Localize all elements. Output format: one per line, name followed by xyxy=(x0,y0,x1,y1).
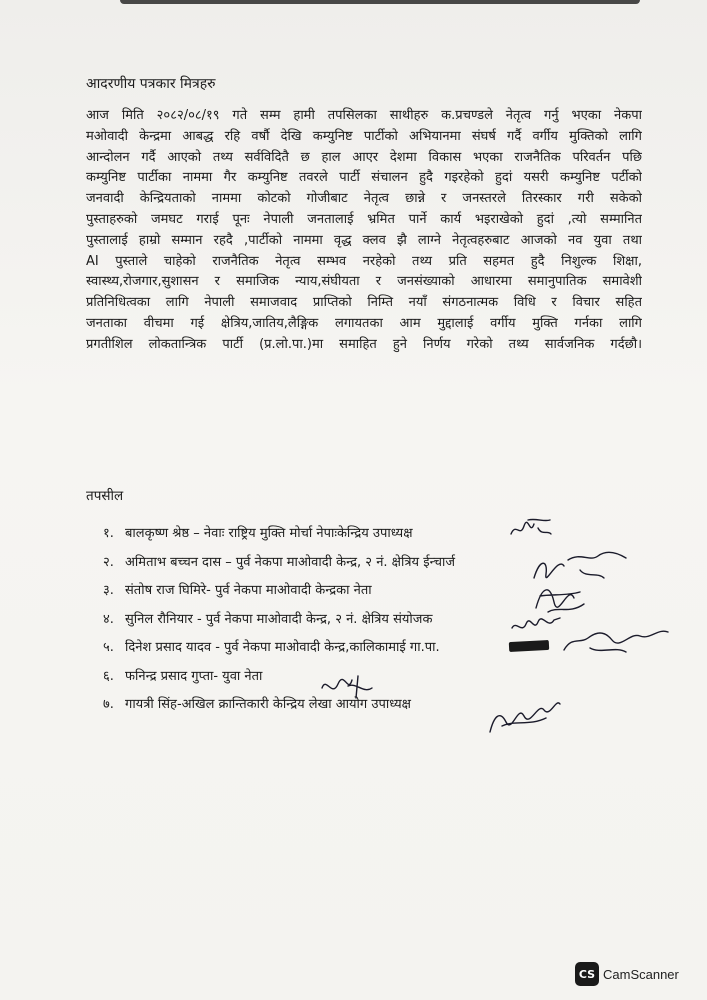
entry-number: ३. xyxy=(103,583,114,599)
entry-number: ४. xyxy=(103,611,114,627)
entry-number: २. xyxy=(103,554,114,570)
camscanner-logo-icon: CS xyxy=(575,962,599,986)
body-line: पुस्ताहरुको जमघट गराई पूनः नेपाली जनतालाई भ्रमित पार्ने कार्य भइराखेको हुदां ,त्यो सम्मानित xyxy=(86,211,642,227)
signature-4 xyxy=(508,614,564,638)
signature-1 xyxy=(508,516,554,542)
body-line: आन्दोलन गर्दै आएको तथ्य सर्वविदितै छ हाल आएर देशमा विकास भएका राजनैतिक परिवर्तन पछि xyxy=(86,149,642,165)
body-line: पुस्तालाई हाम्रो सम्मान रहदै ,पार्टीको नाममा वृद्ध क्लव झै लाग्ने नेतृत्वहरुबाट आजको नव युवा तथा xyxy=(86,232,642,248)
body-line: आज मिति २०८२/०८/१९ गते सम्म हामी तपसिलका साथीहरु क.प्रचण्डले नेतृत्व गर्नु भएका नेकपा xyxy=(86,108,642,123)
tapasil-heading: तपसील xyxy=(86,488,124,504)
entry-number: १. xyxy=(103,526,114,542)
signatory-entry xyxy=(103,575,455,604)
signature-5 xyxy=(560,624,672,660)
scan-edge-shadow xyxy=(120,0,640,4)
body-line: जनवादी केन्द्रियताको नाममा कोटको गोजीबाट नेतृत्व छान्ने र जनस्तरले तिरस्कार गरी सकेको xyxy=(86,191,642,207)
signatory-entry xyxy=(103,632,455,661)
signatory-entry xyxy=(103,547,455,576)
entry-text: फनिन्द्र प्रसाद गुप्ता- युवा नेता xyxy=(125,668,263,684)
entry-text: सुनिल रौनियार - पुर्व नेकपा माओवादी केन्द्र, २ नं. क्षेत्रिय संयोजक xyxy=(125,611,433,627)
camscanner-watermark xyxy=(575,962,679,986)
signatory-list xyxy=(103,518,455,718)
body-line: स्वास्थ्य,रोजगार,सुशासन र समाजिक न्याय,संघीयता र जनसंख्याको आधारमा समानुपातिक समावेशी xyxy=(86,274,642,290)
entry-number: ५. xyxy=(103,640,114,656)
body-line: प्रतिनिधित्वका लागि नेपाली समाजवाद प्राप्तिको निम्ति नयाँ संगठनात्मक विधि र विचार सहित xyxy=(86,295,642,311)
signature-6 xyxy=(318,672,378,702)
entry-text: अमिताभ बच्चन दास – पुर्व नेकपा माओवादी केन्द्र, २ नं. क्षेत्रिय ईन्चार्ज xyxy=(125,554,455,570)
signature-7 xyxy=(484,696,564,738)
entry-text: संतोष राज घिमिरे- पुर्व नेकपा माओवादी केन्द्रका नेता xyxy=(125,583,372,599)
body-line: AI पुस्ताले चाहेको राजनैतिक नेतृत्व सम्भव नरहेको तथ्य प्रति सहमत हुदै निशुल्क शिक्षा, xyxy=(86,253,642,269)
body-line: जनताका वीचमा गई क्षेत्रिय,जातिय,लैङ्गिक लगायतका आम मुद्दालाई वर्गीय मुक्ति गर्नका लागि xyxy=(86,315,642,331)
entry-number: ७. xyxy=(103,697,114,713)
letter-body xyxy=(86,106,642,356)
body-line: मओवादी केन्द्रमा आबद्ध रहि वर्षौ देखि कम्युनिष्ट पार्टीको अभियानमा संघर्ष गर्दै वर्गीय मुक्तिको लागि xyxy=(86,128,642,144)
camscanner-name: CamScanner xyxy=(603,966,679,982)
entry-number: ६. xyxy=(103,668,114,684)
signatory-entry xyxy=(103,689,455,718)
redaction-mark xyxy=(509,640,549,652)
body-line: कम्युनिष्ट पार्टीका नाममा गैर कम्युनिष्ट तवरले पार्टी संचालन हुदै गइरहेको हुदां यसरी कम्युनिष्ट पर्टीको xyxy=(86,170,642,186)
entry-text: बालकृष्ण श्रेष्ठ – नेवाः राष्ट्रिय मुक्ति मोर्चा नेपाःकेन्द्रिय उपाध्यक्ष xyxy=(125,526,413,542)
signatory-entry xyxy=(103,661,455,690)
entry-text: दिनेश प्रसाद यादव - पुर्व नेकपा माओवादी केन्द्र,कालिकामाई गा.पा. xyxy=(125,640,440,656)
signatory-entry xyxy=(103,604,455,633)
body-line: प्रगतीशिल लोकतान्त्रिक पार्टी (प्र.लो.पा.)मा समाहित हुने निर्णय गरेको तथ्य सार्वजनिक गर्दछौ। xyxy=(86,336,642,352)
salutation: आदरणीय पत्रकार मित्रहरु xyxy=(86,76,216,92)
entry-text: गायत्री सिंह-अखिल क्रान्तिकारी केन्द्रिय लेखा आयोग उपाध्यक्ष xyxy=(125,697,411,713)
signatory-entry xyxy=(103,518,455,547)
